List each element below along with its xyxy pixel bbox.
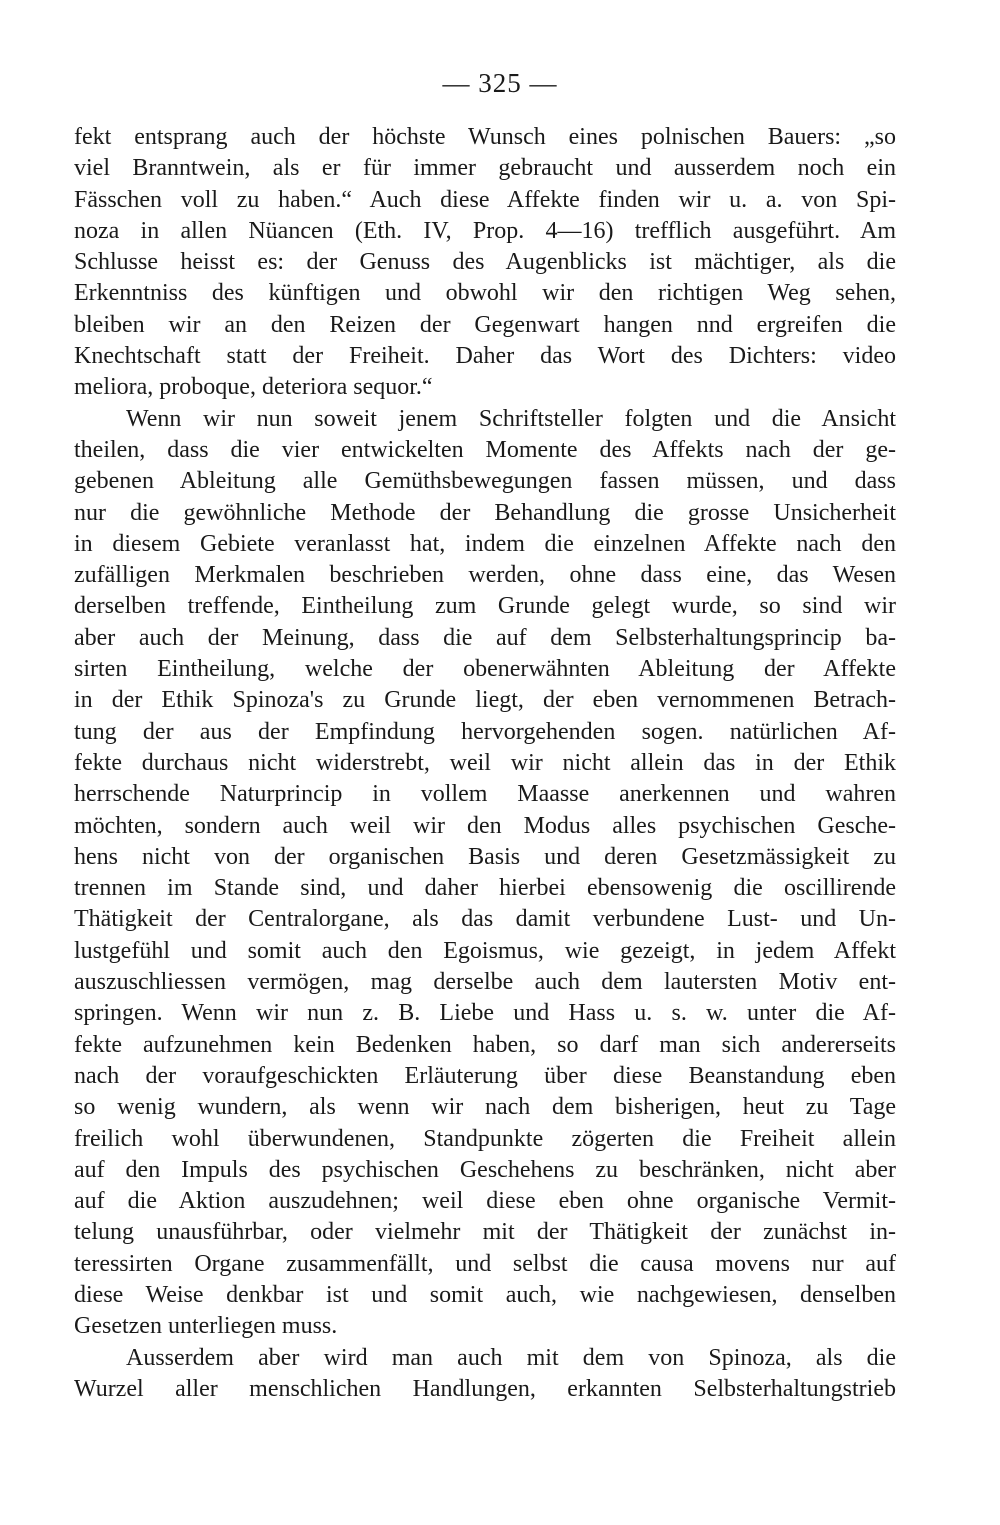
text-line: nach der voraufgeschickten Erläuterung über diese Beanstandung eben: [74, 1062, 896, 1089]
text-line: springen. Wenn wir nun z. B. Liebe und Hass u. s. w. unter die Af-: [74, 1000, 896, 1027]
text-line: fekt entsprang auch der höchste Wunsch eines polnischen Bauers: „so: [74, 124, 896, 150]
text-line: noza in allen Nüancen (Eth. IV, Prop. 4—16) trefflich ausgeführt. Am: [74, 217, 896, 244]
text-line: derselben treffende, Eintheilung zum Grunde gelegt wurde, so sind wir: [74, 593, 896, 620]
text-line: Erkenntniss des künftigen und obwohl wir den richtigen Weg sehen,: [74, 280, 896, 307]
text-line: bleiben wir an den Reizen der Gegenwart hangen nnd ergreifen die: [74, 311, 896, 338]
text-line: in der Ethik Spinoza's zu Grunde liegt, der eben vernommenen Betrach-: [74, 687, 896, 714]
text-line: fekte durchaus nicht widerstrebt, weil wir nicht allein das in der Ethik: [74, 749, 896, 776]
text-line: nur die gewöhnliche Methode der Behandlung die grosse Unsicherheit: [74, 499, 896, 526]
text-line: auf den Impuls des psychischen Geschehens zu beschränken, nicht aber: [74, 1156, 896, 1183]
text-line: aber auch der Meinung, dass die auf dem Selbsterhaltungsprincip ba-: [74, 624, 896, 651]
text-line: Fässchen voll zu haben.“ Auch diese Affekte finden wir u. a. von Spi-: [74, 186, 896, 213]
text-line: lustgefühl und somit auch den Egoismus, wie gezeigt, in jedem Affekt: [74, 937, 896, 964]
text-line: Ausserdem aber wird man auch mit dem von Spinoza, als die: [126, 1344, 896, 1371]
text-line: Gesetzen unterliegen muss.: [74, 1313, 338, 1340]
text-line: fekte aufzunehmen kein Bedenken haben, so darf man sich andererseits: [74, 1031, 896, 1058]
text-line: auszuschliessen vermögen, mag derselbe auch dem lautersten Motiv ent-: [74, 969, 896, 996]
text-line: freilich wohl überwundenen, Standpunkte zögerten die Freiheit allein: [74, 1125, 896, 1152]
text-line: sirten Eintheilung, welche der obenerwähnten Ableitung der Affekte: [74, 656, 896, 683]
text-line: Wenn wir nun soweit jenem Schriftsteller folgten und die Ansicht: [126, 405, 896, 432]
text-line: viel Branntwein, als er für immer gebraucht und ausserdem noch ein: [74, 155, 896, 182]
text-line: meliora, proboque, deteriora sequor.“: [74, 374, 433, 401]
text-line: auf die Aktion auszudehnen; weil diese eben ohne organische Vermit-: [74, 1188, 896, 1215]
text-line: tung der aus der Empfindung hervorgehenden sogen. natürlichen Af-: [74, 718, 896, 745]
text-line: Schlusse heisst es: der Genuss des Augenblicks ist mächtiger, als die: [74, 249, 896, 276]
text-line: so wenig wundern, als wenn wir nach dem bisherigen, heut zu Tage: [74, 1094, 896, 1121]
text-line: telung unausführbar, oder vielmehr mit der Thätigkeit der zunächst in-: [74, 1219, 896, 1246]
text-line: in diesem Gebiete veranlasst hat, indem die einzelnen Affekte nach den: [74, 530, 896, 557]
text-line: teressirten Organe zusammenfällt, und selbst die causa movens nur auf: [74, 1250, 896, 1277]
text-line: diese Weise denkbar ist und somit auch, wie nachgewiesen, denselben: [74, 1281, 896, 1308]
text-line: gebenen Ableitung alle Gemüthsbewegungen fassen müssen, und dass: [74, 468, 896, 495]
text-line: Thätigkeit der Centralorgane, als das damit verbundene Lust- und Un-: [74, 906, 896, 933]
text-line: hens nicht von der organischen Basis und deren Gesetzmässigkeit zu: [74, 843, 896, 870]
text-line: herrschende Naturprincip in vollem Maasse anerkennen und wahren: [74, 781, 896, 808]
text-line: trennen im Stande sind, und daher hierbei ebensowenig die oscillirende: [74, 875, 896, 902]
text-line: theilen, dass die vier entwickelten Momente des Affekts nach der ge-: [74, 436, 896, 463]
text-line: Knechtschaft statt der Freiheit. Daher das Wort des Dichters: video: [74, 343, 896, 370]
text-line: Wurzel aller menschlichen Handlungen, erkannten Selbsterhaltungstrieb: [74, 1375, 896, 1402]
body-text: [74, 122, 896, 1405]
page-number: — 325 —: [442, 68, 558, 98]
text-line: zufälligen Merkmalen beschrieben werden, ohne dass eine, das Wesen: [74, 562, 896, 589]
text-line: möchten, sondern auch weil wir den Modus alles psychischen Gesche-: [74, 812, 896, 839]
